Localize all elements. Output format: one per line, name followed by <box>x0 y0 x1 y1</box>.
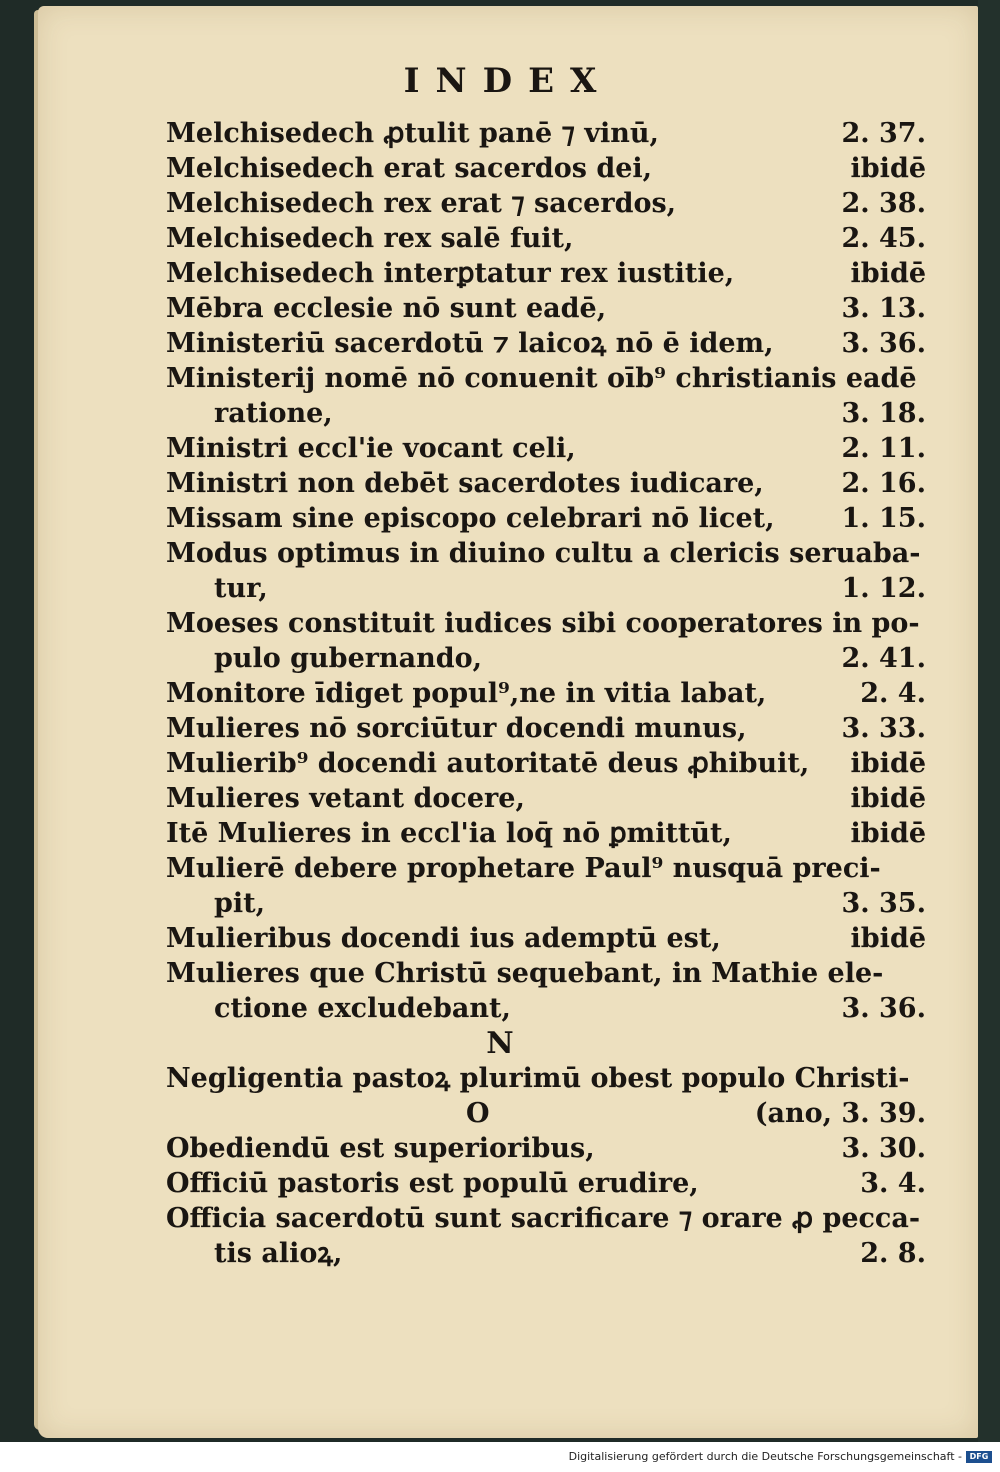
index-entry-continuation: pulo gubernando, 2. 41. <box>214 643 926 674</box>
index-entry: Mēbra ecclesie nō sunt eadē, 3. 13. <box>166 293 926 324</box>
index-entry: Officiū pastoris est populū erudire, 3. 4. <box>166 1168 926 1199</box>
index-entry: Ministerij nomē nō conuenit oīb⁹ christianis eadē <box>166 363 917 394</box>
index-entry-continuation: tis alioꝝ, 2. 8. <box>214 1238 926 1269</box>
index-entry: Itē Mulieres in eccl'ia loq̄ nō ꝑmittūt, ibidē <box>166 818 926 849</box>
index-entry: Mulieres que Christū sequebant, in Mathie ele- <box>166 958 884 989</box>
index-entry: Negligentia pastoꝝ plurimū obest populo Christi- <box>166 1063 910 1094</box>
index-entry: Melchisedech rex salē fuit, 2. 45. <box>166 223 926 254</box>
book-cover-edge <box>978 0 1000 1442</box>
index-entry: Missam sine episcopo celebrari nō licet, 1. 15. <box>166 503 926 534</box>
index-entry: Mulieres vetant docere, ibidē <box>166 783 926 814</box>
index-entry: Officia sacerdotū sunt sacrificare ⁊ orare ꝓ pecca- <box>166 1203 921 1234</box>
dfg-logo: DFG <box>966 1451 992 1463</box>
footer-text: Digitalisierung gefördert durch die Deutsche Forschungsgemeinschaft - <box>568 1450 962 1463</box>
index-entry: Monitore īdiget popul⁹,ne in vitia labat, 2. 4. <box>166 678 926 709</box>
index-entry: Melchisedech ꝓtulit panē ⁊ vinū, 2. 37. <box>166 118 926 149</box>
index-entry: Mulierē debere prophetare Paul⁹ nusquā preci- <box>166 853 881 884</box>
index-entry: Melchisedech interꝑtatur rex iustitie, ibidē <box>166 258 926 289</box>
index-entry: Mulieribus docendi ius ademptū est, ibidē <box>166 923 926 954</box>
index-entry: Melchisedech erat sacerdos dei, ibidē <box>166 153 926 184</box>
index-entry-with-section-letter-o: O (ano, 3. 39. <box>466 1098 926 1129</box>
index-entry: Ministri non debēt sacerdotes iudicare, 2. 16. <box>166 468 926 499</box>
index-entry: Ministri eccl'ie vocant celi, 2. 11. <box>166 433 926 464</box>
index-entry-continuation: pit, 3. 35. <box>214 888 926 919</box>
index-entry: Obediendū est superioribus, 3. 30. <box>166 1133 926 1164</box>
index-entry: Ministeriū sacerdotū ⁊ laicoꝝ nō ē idem, 3. 36. <box>166 328 926 359</box>
index-entry: Moeses constituit iudices sibi cooperatores in po- <box>166 608 920 639</box>
page-header: INDEX <box>403 61 613 101</box>
index-entry-continuation: ctione excludebant, 3. 36. <box>214 993 926 1024</box>
index-entry: Modus optimus in diuino cultu a clericis seruaba- <box>166 538 921 569</box>
index-entry-continuation: ratione, 3. 18. <box>214 398 926 429</box>
index-entry: Mulieres nō sorciūtur docendi munus, 3. 33. <box>166 713 926 744</box>
index-entry-continuation: tur, 1. 12. <box>214 573 926 604</box>
index-entry: Melchisedech rex erat ⁊ sacerdos, 2. 38. <box>166 188 926 219</box>
index-entry: Mulierib⁹ docendi autoritatē deus ꝓhibuit, ibidē <box>166 748 926 779</box>
section-letter-n: N <box>486 1026 514 1061</box>
footer-bar <box>0 1442 1000 1472</box>
